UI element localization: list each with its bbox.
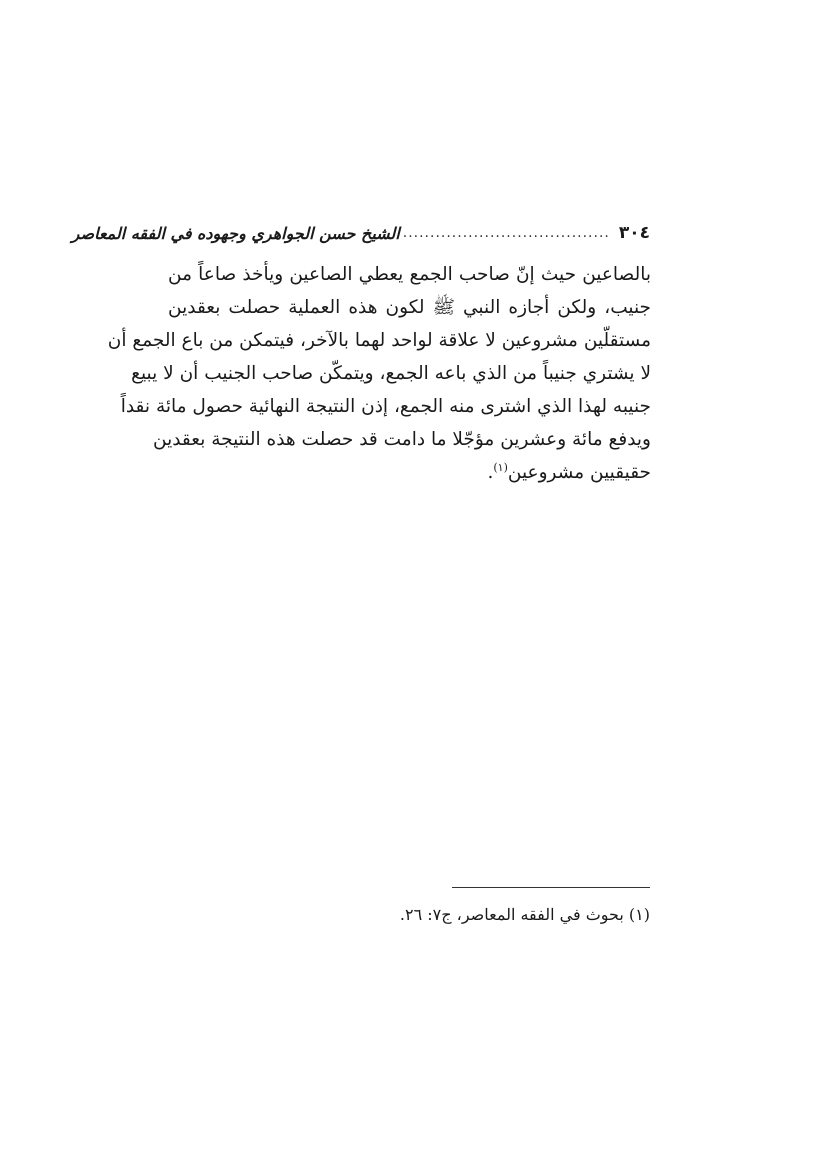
page-number: ٣٠٤ xyxy=(618,223,650,243)
body-line: جنيبه لهذا الذي اشترى منه الجمع، إذن النتيجة النهائية حصول مائة نقداً xyxy=(120,396,651,417)
running-header-title: الشيخ حسن الجواهري وجهوده في الفقه المعاصر xyxy=(71,223,400,243)
footnote: (١) بحوث في الفقه المعاصر، ج٧: ٢٦. xyxy=(399,905,650,924)
header-dot-leader: ...................................... xyxy=(402,225,610,241)
footnote-reference-marker[interactable]: (١) xyxy=(493,460,508,474)
body-last-line-end: . xyxy=(487,462,494,483)
body-line: ويدفع مائة وعشرين مؤجّلا ما دامت قد حصلت هذه النتيجة بعقدين xyxy=(152,429,651,450)
footnote-separator xyxy=(452,887,650,888)
body-paragraph xyxy=(107,258,651,489)
running-header xyxy=(71,218,650,248)
body-line: جنيب، ولكن أجازه النبي ﷺ لكون هذه العملية حصلت بعقدين xyxy=(168,297,651,318)
body-last-line xyxy=(168,456,651,489)
body-line: لا يشتري جنيباً من الذي باعه الجمع، ويتمكّن صاحب الجنيب أن لا يبيع xyxy=(131,363,651,384)
body-line: بالصاعين حيث إنّ صاحب الجمع يعطي الصاعين ويأخذ صاعاً من xyxy=(168,264,651,285)
body-line: مستقلّين مشروعين لا علاقة لواحد لهما بالآخر، فيتمكن من باع الجمع أن xyxy=(107,330,651,351)
body-last-line-text: حقيقيين مشروعين xyxy=(507,462,651,483)
